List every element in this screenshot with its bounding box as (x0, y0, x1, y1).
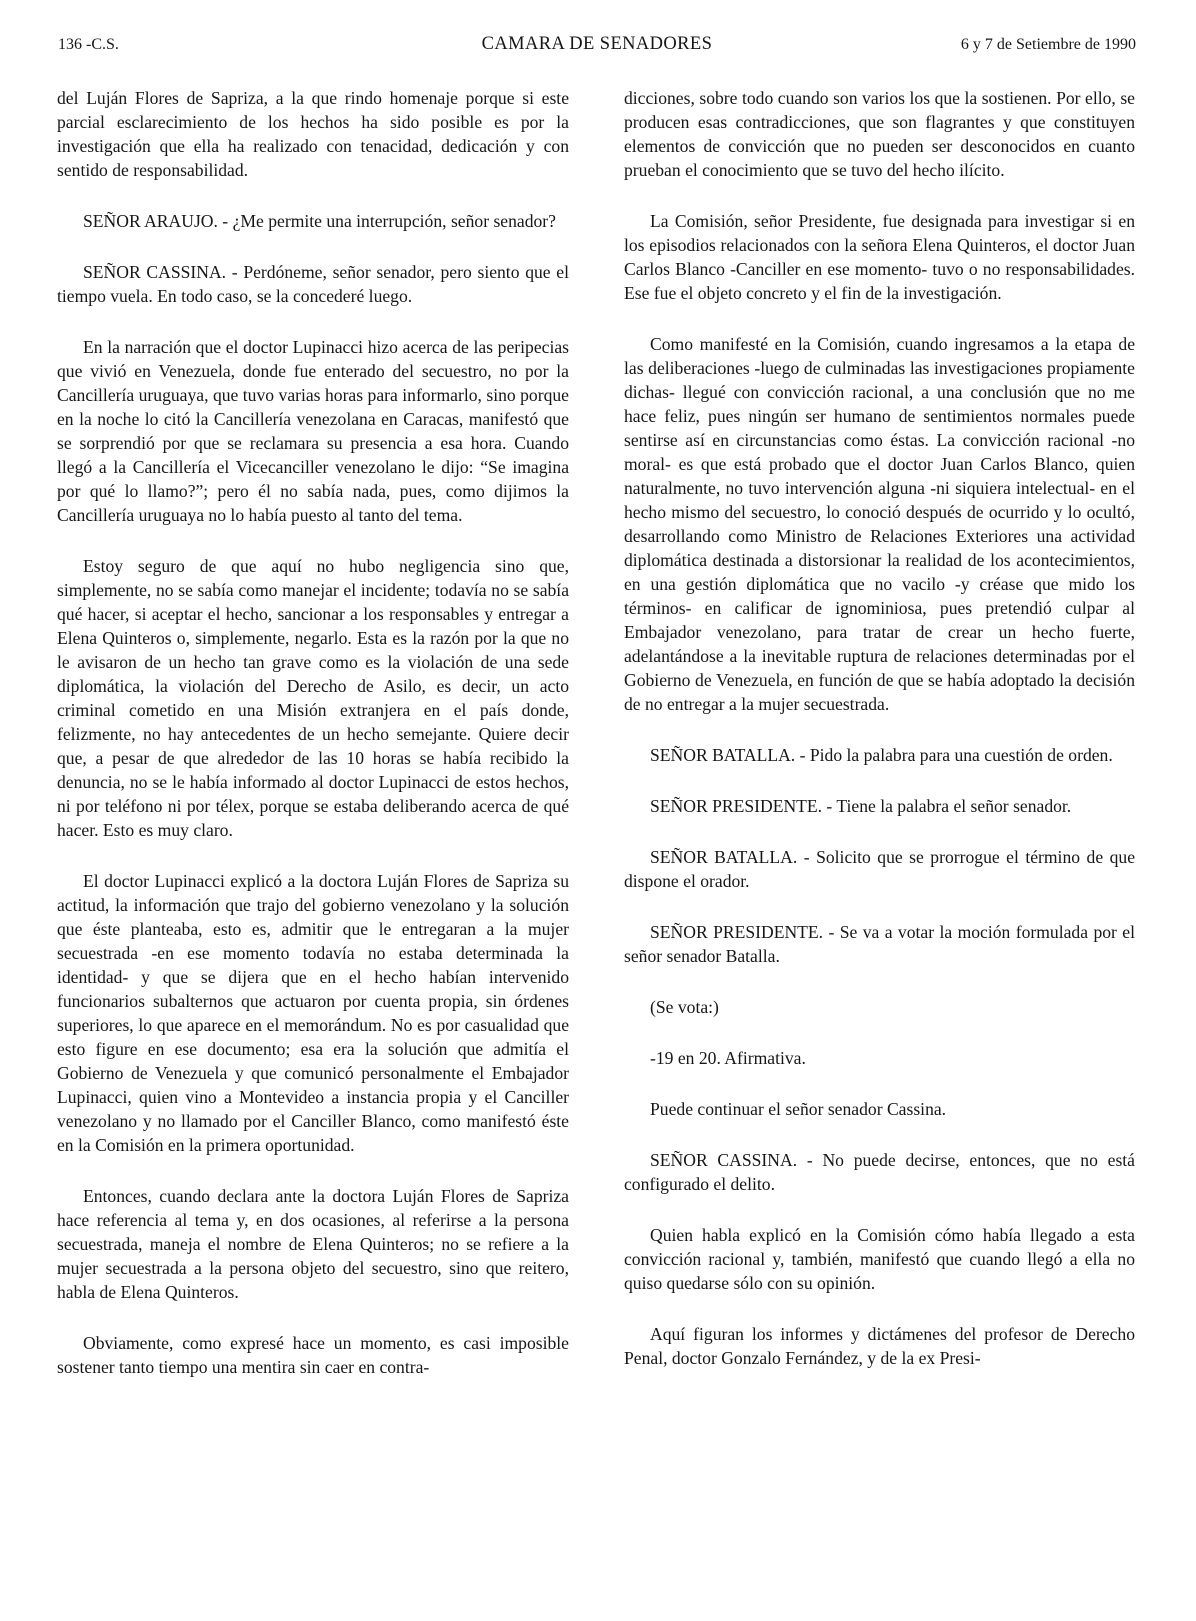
page-title: CAMARA DE SENADORES (481, 34, 713, 54)
paragraph: SEÑOR CASSINA. - Perdóneme, señor senador, pero siento que el tiempo vuela. En todo caso, se la concederé luego. (57, 262, 569, 306)
paragraph: del Luján Flores de Sapriza, a la que rindo homenaje porque si este parcial esclarecimiento de los hechos ha sido posible es por la investigación que ella ha realizado con tenacidad, dedicación y con sentido de responsabilidad. (57, 88, 569, 180)
paragraph: (Se vota:) (650, 997, 719, 1017)
paragraph: SEÑOR BATALLA. - Solicito que se prorrogue el término de que dispone el orador. (624, 847, 1135, 891)
paragraph: SEÑOR PRESIDENTE. - Se va a votar la moción formulada por el señor senador Batalla. (624, 922, 1135, 966)
paragraph: Estoy seguro de que aquí no hubo negligencia sino que, simplemente, no se sabía como manejar el incidente; todavía no se sabía qué hacer, si aceptar el hecho, sancionar a los responsables y entregar a Elena Quinteros o, simplemente, negarlo. Esta es la razón por la que no le avisaron de un hecho tan grave como es la violación de una sede diplomática, la violación del Derecho de Asilo, es decir, un acto criminal cometido en una Misión extranjera en el país donde, felizmente, no hay antecedentes de un hecho semejante. Quiere decir que, a pesar de que alrededor de las 10 horas se había recibido la denuncia, no se le había informado al doctor Lupinacci de estos hechos, ni por teléfono ni por télex, porque se estaba deliberando acerca de qué hacer. Esto es muy claro. (57, 556, 569, 840)
paragraph: El doctor Lupinacci explicó a la doctora Luján Flores de Sapriza su actitud, la información que trajo del gobierno venezolano y la solución que éste planteaba, esto es, admitir que le entregaran a la mujer secuestrada -en ese momento todavía no estaba determinada la identidad- y que se dijera que en el hecho habían intervenido funcionarios subalternos que actuaron por cuenta propia, sin órdenes superiores, lo que aparece en el memorándum. No es por casualidad que esto figure en ese documento; esa era la solución que admitía el Gobierno de Venezuela y que comunicó personalmente el Embajador Lupinacci, quien vino a Montevideo a instancia propia y el Canciller venezolano y no llamado por el Canciller Blanco, como manifestó éste en la Comisión en la primera oportunidad. (57, 871, 569, 1155)
paragraph: Como manifesté en la Comisión, cuando ingresamos a la etapa de las deliberaciones -luego de culminadas las investigaciones propiamente dichas- llegué con convicción racional, a una conclusión que no me hace feliz, pues ningún ser humano de sentimientos normales puede sentirse así en circunstancias como éstas. La convicción racional -no moral- es que está probado que el doctor Juan Carlos Blanco, quien naturalmente, no tuvo intervención alguna -ni siquiera intelectual- en el hecho mismo del secuestro, lo conoció después de ocurrido y lo ocultó, desarrollando como Ministro de Relaciones Exteriores una actividad diplomática destinada a distorsionar la realidad de los acontecimientos, en una gestión diplomática que no vacilo -y créase que mido los términos- en calificar de ignominiosa, pues pretendió culpar al Embajador venezolano, para tratar de crear un hecho fuerte, adelantándose a la inevitable ruptura de relaciones determinadas por el Gobierno de Venezuela, en función de que se había adoptado la decisión de no entregar a la mujer secuestrada. (624, 334, 1135, 714)
paragraph: Aquí figuran los informes y dictámenes del profesor de Derecho Penal, doctor Gonzalo Fernández, y de la ex Presi- (624, 1324, 1135, 1368)
paragraph: Quien habla explicó en la Comisión cómo había llegado a esta convicción racional y, también, manifestó que cuando llegó a ella no quiso quedarse sólo con su opinión. (624, 1225, 1135, 1293)
paragraph: Puede continuar el señor senador Cassina. (650, 1099, 947, 1119)
page-number: 136 -C.S. (58, 36, 119, 53)
paragraph: SEÑOR ARAUJO. - ¿Me permite una interrupción, señor senador? (83, 211, 556, 231)
vote-result: -19 en 20. Afirmativa. (650, 1048, 806, 1068)
paragraph: En la narración que el doctor Lupinacci hizo acerca de las peripecias que vivió en Venezuela, donde fue enterado del secuestro, no por la Cancillería uruguaya, que tuvo varias horas para informarlo, sino porque en la noche lo citó la Cancillería venezolana en Caracas, manifestó que se sorprendió por que se reclamara su presencia a esa hora. Cuando llegó a la Cancillería el Vicecanciller venezolano le dijo: “Se imagina por qué lo llamo?”; pero él no sabía nada, pues, como dijimos la Cancillería uruguaya no lo había puesto al tanto del tema. (57, 337, 569, 525)
page-header (58, 34, 1136, 60)
left-column (57, 86, 569, 1406)
right-column (624, 86, 1135, 1397)
paragraph: Entonces, cuando declara ante la doctora Luján Flores de Sapriza hace referencia al tema y, en dos ocasiones, al referirse a la persona secuestrada, maneja el nombre de Elena Quinteros; no se refiere a la mujer secuestrada a la persona objeto del secuestro, sino que reitero, habla de Elena Quinteros. (57, 1186, 569, 1302)
session-date: 6 y 7 de Setiembre de 1990 (960, 36, 1136, 53)
paragraph: SEÑOR CASSINA. - No puede decirse, entonces, que no está configurado el delito. (624, 1150, 1135, 1194)
paragraph: Obviamente, como expresé hace un momento, es casi imposible sostener tanto tiempo una mentira sin caer en contra- (57, 1333, 569, 1377)
paragraph: La Comisión, señor Presidente, fue designada para investigar si en los episodios relacionados con la señora Elena Quinteros, el doctor Juan Carlos Blanco -Canciller en ese momento- tuvo o no responsabilidades. Ese fue el objeto concreto y el fin de la investigación. (624, 211, 1135, 303)
paragraph: SEÑOR BATALLA. - Pido la palabra para una cuestión de orden. (650, 745, 1113, 765)
paragraph: dicciones, sobre todo cuando son varios los que la sostienen. Por ello, se producen esas contradicciones, que son flagrantes y que constituyen elementos de convicción que no pueden ser desconocidos en cuanto prueban el conocimiento que se tuvo del hecho ilícito. (624, 88, 1135, 180)
paragraph: SEÑOR PRESIDENTE. - Tiene la palabra el señor senador. (650, 796, 1072, 816)
